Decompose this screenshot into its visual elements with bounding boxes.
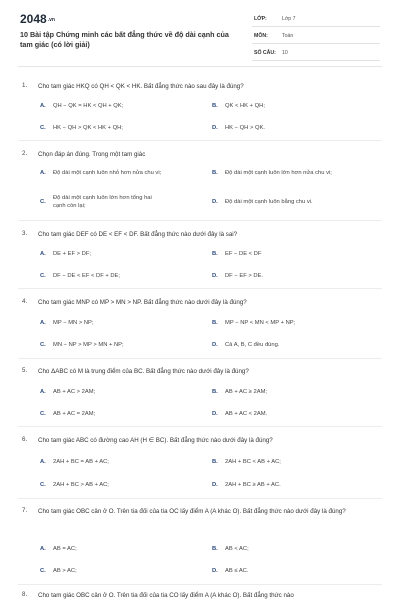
site-logo[interactable] <box>20 12 55 26</box>
option-text: 2AH + BC < AB + AC; <box>225 459 281 465</box>
option-text: 2AH + BC ≥ AB + AC. <box>225 482 281 488</box>
meta-value: Lớp 7 <box>282 16 296 22</box>
header-divider <box>18 66 382 67</box>
option-letter: C. <box>40 273 46 279</box>
option-letter: C. <box>40 568 46 574</box>
question-text: Cho tam giác HKQ có QH < QK < HK. Bất đẳng thức nào sau đây là đúng? <box>38 83 244 90</box>
option-text: EF − DE < DF <box>225 251 262 257</box>
question-text: Cho tam giác OBC cân ở O. Trên tia đối của tia CO lấy điểm A (A khác O). Bất đẳng thức nào <box>38 592 294 599</box>
question-number: 6. <box>22 436 28 443</box>
option-text: AB > AC; <box>53 568 77 574</box>
option-text: Độ dài một cạnh luôn lớn hơn nửa chu vi; <box>225 170 332 176</box>
question-divider <box>18 140 382 141</box>
meta-value: Toán <box>282 33 294 39</box>
question-number: 7. <box>22 507 28 514</box>
option-letter: D. <box>212 482 218 488</box>
option-text: AB + AC ≥ 2AM; <box>225 389 268 395</box>
option-text: 2AH + BC = AB + AC; <box>53 459 109 465</box>
option-letter: A. <box>40 251 46 257</box>
option-letter: B. <box>212 251 218 257</box>
question-number: 5. <box>22 367 28 374</box>
option-letter: C. <box>40 125 46 131</box>
option-text: DE + EF > DF; <box>53 251 92 257</box>
option-text: 2AH + BC > AB + AC; <box>53 482 109 488</box>
option-letter: A. <box>40 320 46 326</box>
option-text: AB + AC > 2AM; <box>53 389 96 395</box>
meta-label: MÔN: <box>254 33 268 39</box>
option-text: QH − QK = HK < QH + QK; <box>53 103 124 109</box>
question-text: Chọn đáp án đúng. Trong một tam giác <box>38 151 146 158</box>
meta-row-class <box>252 13 380 27</box>
option-letter: A. <box>40 459 46 465</box>
document-title: 10 Bài tập Chứng minh các bất đẳng thức về độ dài cạnh của tam giác (có lời giải) <box>20 30 229 49</box>
option-letter: B. <box>212 103 218 109</box>
meta-label: SỐ CÂU: <box>254 50 276 56</box>
question-divider <box>18 220 382 221</box>
question-text: Cho ΔABC có M là trung điểm của BC. Bất đẳng thức nào dưới đây là đúng? <box>38 368 249 375</box>
option-letter: C. <box>40 411 46 417</box>
option-letter: B. <box>212 320 218 326</box>
option-letter: A. <box>40 103 46 109</box>
option-text: Độ dài một cạnh luôn bằng chu vi. <box>225 199 313 205</box>
option-text: HK − QH > QK < HK + QH; <box>53 125 123 131</box>
question-text: Cho tam giác OBC cân ở O. Trên tia đối của tia OC lấy điểm A (A khác O). Bất đẳng thức nào dưới đây là đúng? <box>38 508 346 515</box>
option-letter: B. <box>212 459 218 465</box>
option-letter: D. <box>212 199 218 205</box>
question-divider <box>18 584 382 585</box>
option-letter: D. <box>212 342 218 348</box>
option-letter: D. <box>212 125 218 131</box>
question-number: 4. <box>22 298 28 305</box>
question-number: 8. <box>22 591 28 598</box>
option-text: MP − MN > NP; <box>53 320 94 326</box>
question-text: Cho tam giác MNP có MP > MN > NP. Bất đẳng thức nào dưới đây là đúng? <box>38 299 247 306</box>
question-text: Cho tam giác DEF có DE < EF < DF. Bất đẳng thức nào dưới đây là sai? <box>38 231 238 238</box>
question-number: 3. <box>22 230 28 237</box>
question-number: 1. <box>22 82 28 89</box>
logo-suffix: .vn <box>47 17 55 23</box>
option-letter: D. <box>212 568 218 574</box>
page-header <box>0 0 400 64</box>
option-letter: D. <box>212 273 218 279</box>
option-letter: B. <box>212 546 218 552</box>
option-letter: C. <box>40 342 46 348</box>
meta-info <box>252 13 380 64</box>
option-text: MN − NP > MP > MN + NP; <box>53 342 124 348</box>
option-text: Độ dài một cạnh luôn lớn hơn tổng hai cạnh còn lại; <box>53 195 152 209</box>
option-text: DF − DE < EF < DF + DE; <box>53 273 121 279</box>
option-text: HK − QH > QK. <box>225 125 265 131</box>
meta-value: 10 <box>282 50 288 56</box>
meta-row-count <box>252 47 380 61</box>
option-letter: A. <box>40 546 46 552</box>
meta-row-subject <box>252 30 380 44</box>
question-number: 2. <box>22 150 28 157</box>
option-text: MP − NP < MN < MP + NP; <box>225 320 296 326</box>
option-letter: D. <box>212 411 218 417</box>
logo-text: 2048 <box>20 12 47 26</box>
option-letter: A. <box>40 170 46 176</box>
option-letter: B. <box>212 170 218 176</box>
question-divider <box>18 358 382 359</box>
question-text: Cho tam giác ABC có đường cao AH (H ∈ BC). Bất đẳng thức nào dưới đây là đúng? <box>38 437 273 444</box>
question-divider <box>18 426 382 427</box>
option-letter: C. <box>40 482 46 488</box>
option-text: AB ≤ AC. <box>225 568 249 574</box>
option-letter: A. <box>40 389 46 395</box>
option-text: AB = AC; <box>53 546 77 552</box>
meta-label: LỚP: <box>254 16 267 22</box>
option-text: Cả A, B, C đều đúng. <box>225 342 280 348</box>
option-text: AB < AC; <box>225 546 249 552</box>
option-letter: C. <box>40 199 46 205</box>
option-letter: B. <box>212 389 218 395</box>
option-text: AB + AC = 2AM; <box>53 411 96 417</box>
question-divider <box>18 288 382 289</box>
option-text: Độ dài một cạnh luôn nhỏ hơn nửa chu vi; <box>53 170 162 176</box>
option-text: QK < HK + QH; <box>225 103 265 109</box>
question-divider <box>18 498 382 499</box>
option-text: AB + AC < 2AM. <box>225 411 268 417</box>
option-text: DF − EF > DE. <box>225 273 264 279</box>
